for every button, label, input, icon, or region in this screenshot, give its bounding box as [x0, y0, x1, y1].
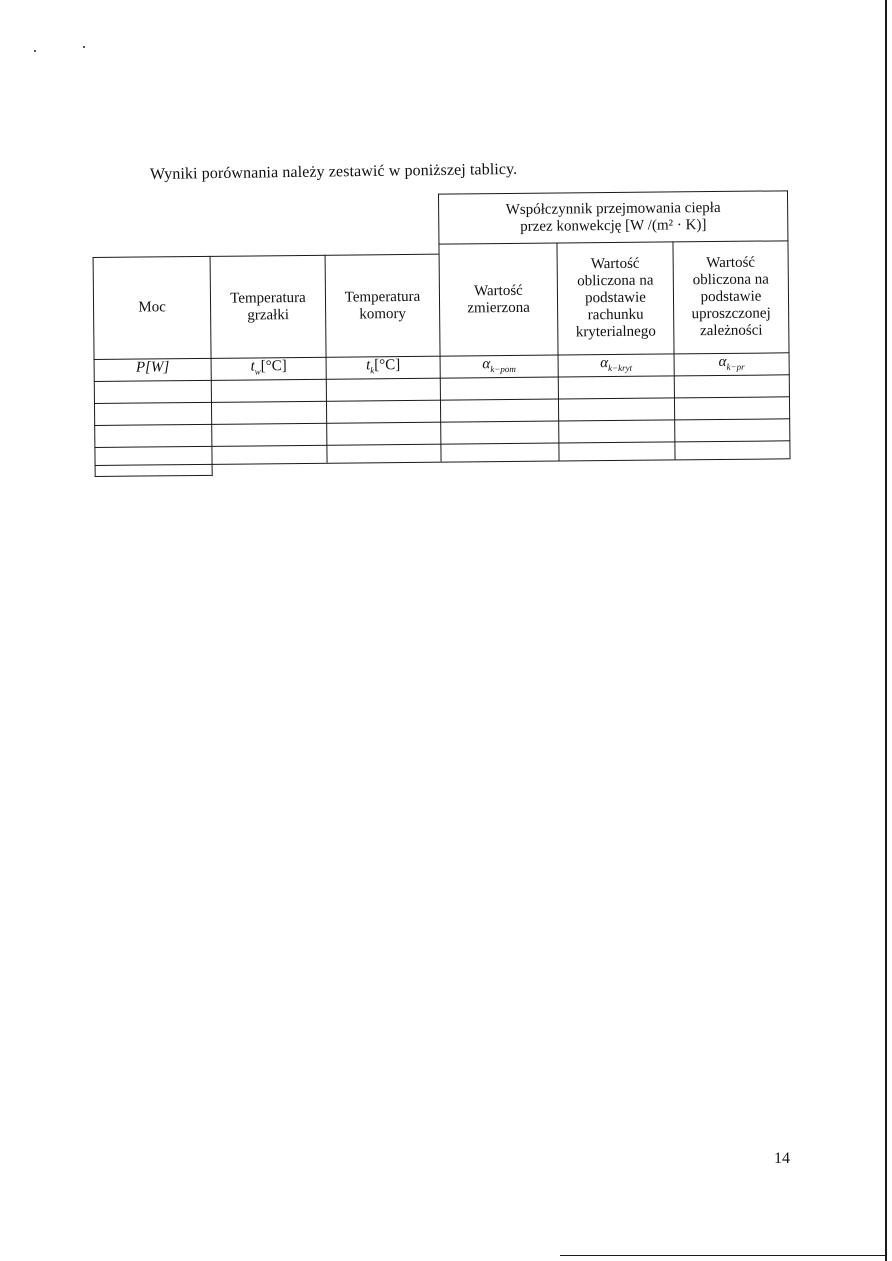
- symbol-cell-alpha-pr: [675, 353, 789, 375]
- column-header-line: Wartość: [590, 255, 640, 273]
- symbol-sub: k−pom: [490, 363, 516, 374]
- column-header-moc: [94, 257, 211, 359]
- column-header-line: obliczona na: [577, 272, 654, 290]
- symbol-main: t: [365, 356, 371, 373]
- symbol-sub: k−pr: [726, 361, 745, 372]
- column-header-line: grzałki: [247, 306, 290, 324]
- scan-speck: [83, 46, 85, 48]
- column-header-temperatura-grzalki: [211, 256, 326, 358]
- column-header-line: kryterialnego: [575, 323, 656, 341]
- symbol-cell-heater-temp: [212, 358, 326, 380]
- symbol-unit: [W]: [145, 358, 170, 375]
- column-header-temperatura-komory: [326, 255, 440, 357]
- symbol-cell-chamber-temp: [327, 357, 440, 379]
- column-header-wartosc-uproszczona: [673, 241, 788, 353]
- symbol-sub: k−kryt: [608, 362, 633, 373]
- column-header-wartosc-zmierzona: [439, 244, 557, 356]
- column-header-line: uproszczonej: [691, 305, 771, 323]
- intro-text: Wyniki porównania należy zestawić w poniższej tablicy.: [149, 160, 518, 183]
- column-header-line: Temperatura: [230, 289, 306, 307]
- symbol-main: t: [250, 357, 255, 374]
- column-header-line: zależności: [700, 322, 763, 340]
- scan-speck: [34, 50, 36, 52]
- group-header-line2: przez konwekcję [W /(m² · K)]: [520, 217, 707, 235]
- symbol-cell-alpha-pom: [441, 356, 558, 378]
- column-header-line: obliczona na: [692, 271, 770, 289]
- column-header-line: podstawie: [584, 289, 646, 307]
- symbol-unit: [°C]: [374, 356, 401, 373]
- scan-edge-bottom: [560, 1255, 885, 1256]
- column-header-line: Wartość: [706, 254, 756, 272]
- group-header-line1: Współczynnik przejmowania ciepła: [505, 199, 721, 219]
- symbol-cell-alpha-kryt: [559, 354, 674, 376]
- page-number: 14: [774, 1150, 790, 1167]
- column-header-line: Temperatura: [344, 288, 421, 306]
- symbol-unit: [°C]: [260, 357, 287, 374]
- column-header-line: Moc: [138, 299, 166, 316]
- results-table: [92, 190, 791, 477]
- symbol-main: α: [482, 355, 491, 372]
- symbol-sub: k: [370, 364, 375, 375]
- column-header-line: zmierzona: [467, 299, 530, 316]
- column-header-line: komory: [359, 305, 407, 322]
- symbol-main: P: [135, 358, 146, 376]
- scan-edge-right: [885, 0, 887, 1261]
- symbol-sub: w: [254, 365, 261, 376]
- column-header-wartosc-kryterialna: [557, 242, 673, 354]
- symbol-cell-power: [95, 359, 211, 381]
- column-header-line: rachunku: [587, 306, 644, 324]
- symbol-main: α: [600, 354, 609, 371]
- column-header-line: Wartość: [473, 282, 523, 299]
- symbol-main: α: [718, 353, 727, 370]
- group-header: [438, 192, 788, 243]
- column-header-line: podstawie: [700, 288, 762, 306]
